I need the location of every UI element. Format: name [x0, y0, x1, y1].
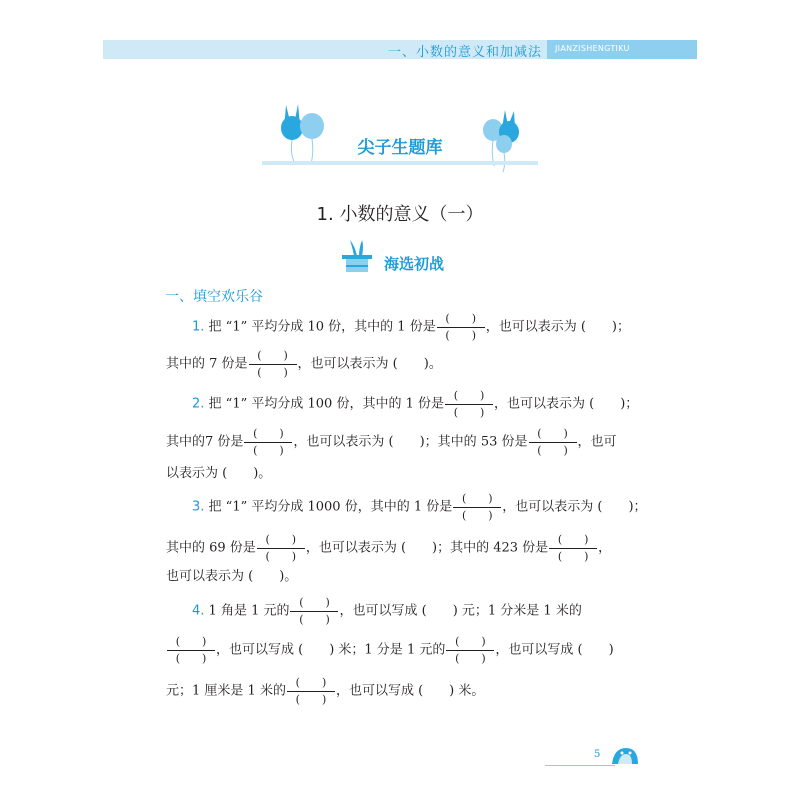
- header-tab: [547, 40, 697, 59]
- footer-rule: [545, 765, 615, 766]
- magic-hat-icon: [340, 238, 380, 274]
- fraction-numerator: ( ): [461, 492, 493, 505]
- question-number: 2.: [192, 396, 205, 412]
- fraction-bar: [249, 364, 297, 365]
- question-text: 把 “1” 平均分成 1000 份，其中的 1 份是: [204, 499, 453, 515]
- fraction-denominator: ( ): [445, 329, 477, 342]
- question-2-line-2: [166, 427, 617, 457]
- fraction-denominator: ( ): [455, 652, 486, 665]
- fraction-numerator: ( ): [557, 533, 589, 546]
- fraction-numerator: ( ): [537, 427, 568, 440]
- fraction-denominator: ( ): [299, 613, 330, 626]
- header-tab-text: JIANZISHENGTIKU: [555, 44, 630, 53]
- fraction-bar: [549, 548, 597, 549]
- fraction-denominator: ( ): [175, 652, 207, 665]
- question-text: ，: [598, 540, 612, 556]
- header-title: 一、小数的意义和加减法: [387, 45, 542, 60]
- question-number: 1.: [192, 319, 205, 335]
- fraction-denominator: ( ): [295, 693, 327, 706]
- fraction-bar: [446, 650, 494, 651]
- question-text: ，也可以表示为 ( )；其中的 53 份是: [293, 434, 528, 450]
- question-text: ，也可以表示为 ( )；: [485, 319, 630, 335]
- question-number: 4.: [192, 603, 205, 619]
- question-text: 把 “1” 平均分成 100 份，其中的 1 份是: [204, 396, 444, 412]
- fraction-numerator: ( ): [265, 533, 297, 546]
- question-4-line-2: [166, 635, 614, 665]
- part-title: 一、填空欢乐谷: [165, 289, 263, 305]
- question-text: ，也可: [577, 434, 617, 450]
- fraction-blank[interactable]: [287, 677, 335, 705]
- question-text: 以表示为 ( )。: [166, 466, 272, 481]
- fraction-denominator: ( ): [453, 406, 485, 419]
- fraction-blank[interactable]: [445, 390, 493, 418]
- question-4-line-1: [192, 596, 582, 626]
- chapter-title: 1. 小数的意义（一）: [316, 204, 484, 225]
- fraction-numerator: ( ): [257, 349, 288, 362]
- fraction-bar: [287, 691, 335, 692]
- fraction-blank[interactable]: [453, 493, 501, 521]
- fraction-numerator: ( ): [295, 676, 327, 689]
- fraction-blank[interactable]: [549, 534, 597, 562]
- fraction-denominator: ( ): [253, 444, 284, 457]
- fraction-blank[interactable]: [437, 313, 485, 341]
- question-text: 元；1 厘米是 1 米的: [166, 683, 286, 699]
- section-title: 海选初战: [384, 255, 445, 273]
- fraction-blank[interactable]: [249, 350, 297, 378]
- question-1-line-1: [192, 312, 630, 342]
- question-text: 把 “1” 平均分成 10 份，其中的 1 份是: [204, 319, 436, 335]
- fraction-bar: [529, 442, 577, 443]
- fraction-numerator: ( ): [455, 635, 486, 648]
- fraction-numerator: ( ): [445, 312, 477, 325]
- fraction-blank[interactable]: [290, 597, 338, 625]
- fraction-blank[interactable]: [446, 636, 494, 664]
- fraction-blank[interactable]: [529, 428, 577, 456]
- fraction-numerator: ( ): [175, 635, 207, 648]
- question-3-line-3: [166, 566, 297, 588]
- fraction-blank[interactable]: [167, 636, 215, 664]
- fraction-denominator: ( ): [461, 509, 493, 522]
- question-text: ，也可以表示为 ( )；: [502, 499, 647, 515]
- question-text: 也可以表示为 ( )。: [166, 569, 298, 584]
- question-2-line-1: [192, 389, 639, 419]
- question-4-line-3: [166, 676, 485, 706]
- question-text: ，也可以表示为 ( )；: [493, 396, 639, 412]
- fraction-denominator: ( ): [257, 366, 288, 379]
- fraction-blank[interactable]: [244, 428, 292, 456]
- question-text: ，也可以写成 ( ) 米。: [335, 683, 485, 699]
- fraction-denominator: ( ): [537, 444, 568, 457]
- banner-underline: [262, 161, 538, 165]
- fraction-denominator: ( ): [265, 550, 297, 563]
- fraction-blank[interactable]: [257, 534, 305, 562]
- question-3-line-1: [192, 492, 647, 522]
- question-text: ，也可以写成 ( ) 元；1 分米是 1 米的: [339, 603, 582, 619]
- question-3-line-2: [166, 533, 612, 563]
- question-2-line-3: [166, 463, 271, 485]
- question-text: ，也可以表示为 ( )；其中的 423 份是: [305, 540, 549, 556]
- question-text: 其中的7 份是: [166, 434, 244, 450]
- page-number: 5: [594, 749, 601, 760]
- mascot-icon: [610, 744, 640, 768]
- fraction-bar: [290, 611, 338, 612]
- fraction-bar: [244, 442, 292, 443]
- fraction-bar: [437, 327, 485, 328]
- question-number: 3.: [192, 499, 205, 515]
- running-header: [103, 40, 697, 59]
- fraction-numerator: ( ): [253, 427, 284, 440]
- fraction-bar: [445, 404, 493, 405]
- question-text: 其中的 7 份是: [166, 356, 248, 372]
- question-text: 其中的 69 份是: [166, 540, 256, 556]
- question-1-line-2: [166, 349, 442, 379]
- question-text: ，也可以写成 ( ) 米；1 分是 1 元的: [216, 642, 446, 658]
- question-text: ，也可以写成 ( ): [495, 642, 614, 658]
- fraction-bar: [257, 548, 305, 549]
- fraction-bar: [167, 650, 215, 651]
- fraction-denominator: ( ): [557, 550, 589, 563]
- fraction-numerator: ( ): [453, 389, 485, 402]
- question-text: ，也可以表示为 ( )。: [297, 356, 442, 372]
- fraction-bar: [453, 507, 501, 508]
- fraction-numerator: ( ): [299, 596, 330, 609]
- question-text: 1 角是 1 元的: [204, 603, 290, 619]
- banner-title: 尖子生题库: [357, 138, 443, 158]
